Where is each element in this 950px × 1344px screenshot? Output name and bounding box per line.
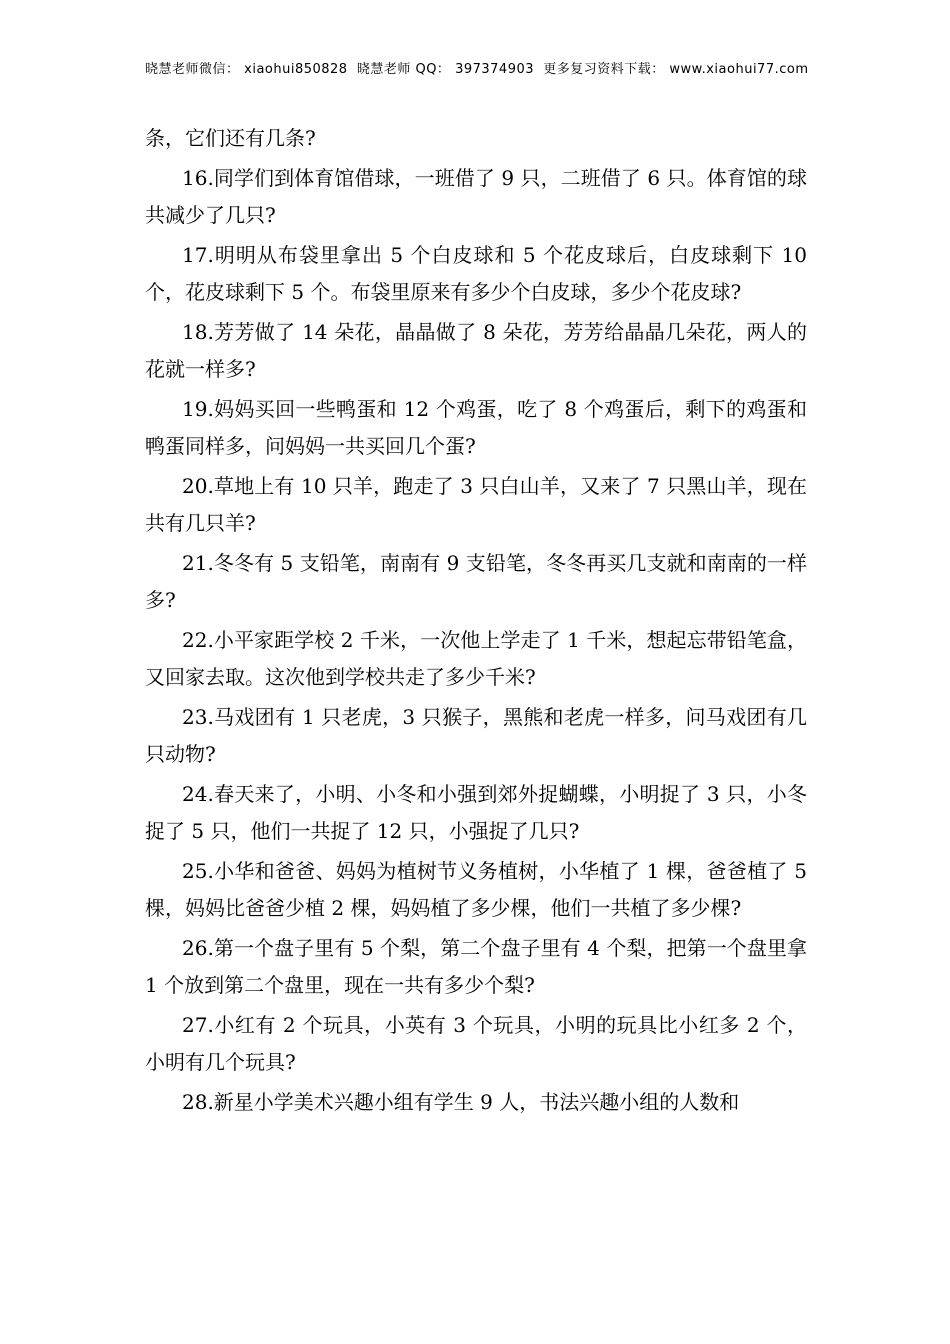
question-22: 22.小平家距学校 2 千米，一次他上学走了 1 千米，想起忘带铅笔盒，又回家去取。这次他到学校共走了多少千米? xyxy=(145,628,807,689)
question-19: 19.妈妈买回一些鸭蛋和 12 个鸡蛋，吃了 8 个鸡蛋后，剩下的鸡蛋和鸭蛋同样多，问妈妈一共买回几个蛋? xyxy=(145,397,807,458)
continued-question-text: 条，它们还有几条? xyxy=(145,126,316,150)
document-body xyxy=(145,120,807,1124)
question-21: 21.冬冬有 5 支铅笔，南南有 9 支铅笔，冬冬再买几支就和南南的一样多? xyxy=(145,551,807,612)
question-26: 26.第一个盘子里有 5 个梨，第二个盘子里有 4 个梨，把第一个盘里拿 1 个放到第二个盘里，现在一共有多少个梨? xyxy=(145,936,807,997)
question-20: 20.草地上有 10 只羊，跑走了 3 只白山羊，又来了 7 只黑山羊，现在共有几只羊? xyxy=(145,474,807,535)
question-24: 24.春天来了，小明、小冬和小强到郊外捉蝴蝶，小明捉了 3 只，小冬捉了 5 只，他们一共捉了 12 只，小强捉了几只? xyxy=(145,782,807,843)
question-27: 27.小红有 2 个玩具，小英有 3 个玩具，小明的玩具比小红多 2 个，小明有几个玩具? xyxy=(145,1013,807,1074)
question-17: 17.明明从布袋里拿出 5 个白皮球和 5 个花皮球后，白皮球剩下 10 个，花皮球剩下 5 个。布袋里原来有多少个白皮球，多少个花皮球? xyxy=(145,243,807,304)
page-header: 晓慧老师微信： xiaohui850828 晓慧老师 QQ： 397374903 更多复习资料下载： www.xiaohui77.com xyxy=(145,62,809,77)
question-18: 18.芳芳做了 14 朵花，晶晶做了 8 朵花，芳芳给晶晶几朵花，两人的花就一样多? xyxy=(145,320,807,381)
question-16: 16.同学们到体育馆借球，一班借了 9 只，二班借了 6 只。体育馆的球共减少了几只? xyxy=(145,166,807,227)
question-25: 25.小华和爸爸、妈妈为植树节义务植树，小华植了 1 棵，爸爸植了 5 棵，妈妈比爸爸少植 2 棵，妈妈植了多少棵，他们一共植了多少棵? xyxy=(145,859,807,920)
question-23: 23.马戏团有 1 只老虎，3 只猴子，黑熊和老虎一样多，问马戏团有几只动物? xyxy=(145,705,807,766)
question-28: 28.新星小学美术兴趣小组有学生 9 人，书法兴趣小组的人数和 xyxy=(182,1090,740,1114)
